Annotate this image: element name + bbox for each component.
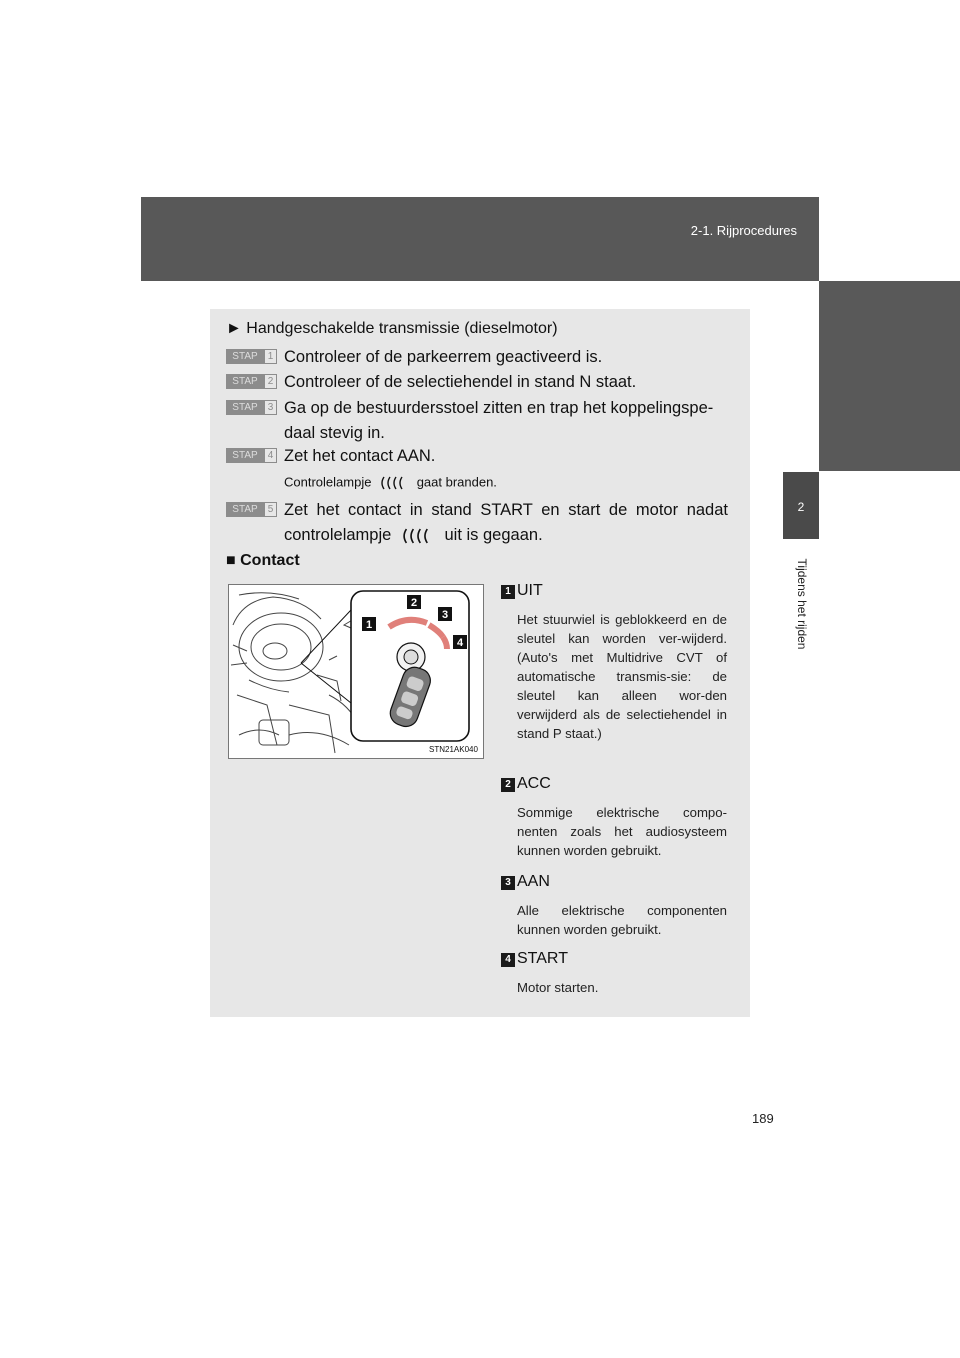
position-title: START [517,950,568,967]
step-text: Zet het contact in stand START en start de motor nadat controlelampje uit is gegaan. [284,498,728,548]
step-badge: STAP 4 [226,448,278,463]
position-label-4 [453,635,467,649]
step-text: Controleer of de parkeerrem geactiveerd is. [284,348,603,366]
glow-plug-indicator-icon [396,525,440,547]
chapter-label: Tijdens het rijden [795,558,809,650]
number-marker: 4 [501,953,515,967]
svg-text:2: 2 [410,597,418,609]
position-label-3 [438,607,452,621]
ignition-diagram [229,585,483,758]
step-badge: STAP 5 [226,502,278,517]
step-badge: STAP 2 [226,374,278,389]
position-description: Motor starten. [517,980,599,995]
position-description: Het stuurwiel is geblokkeerd en de sleutel kan worden ver-wijderd. (Auto's met Multidrive CVT of automatische transmis-sie: de sleutel kan alleen wor-den verwijderd als de selectiehendel in stand P staat.) [517,612,727,741]
svg-text:3: 3 [441,609,449,621]
contact-heading: ■ Contact [226,552,300,569]
number-marker: 3 [501,876,515,890]
number-marker: 1 [501,585,515,599]
chapter-number-tab: 2 [783,472,819,539]
step-badge: STAP 1 [226,349,278,364]
svg-text:1: 1 [365,619,373,631]
ignition-illustration [228,584,484,759]
chapter-label-tab [790,545,812,675]
transmission-heading [226,320,558,338]
position-title: ACC [517,775,551,792]
position-title: AAN [517,873,550,890]
square-bullet-icon: ■ [226,552,236,569]
position-label-1 [362,617,376,631]
triangle-bullet-icon: ► [226,320,242,337]
step-text: Ga op de bestuurdersstoel zitten en trap het koppelingspe-daal stevig in. [284,399,714,442]
number-marker: 2 [501,778,515,792]
figure-code: STN21AK040 [429,745,478,754]
position-title: UIT [517,582,543,599]
step-text: Zet het contact AAN. [284,447,436,465]
position-label-2 [407,595,421,609]
svg-text:4: 4 [456,637,464,649]
side-tab-top [819,281,960,471]
glow-plug-indicator-icon [375,474,413,492]
position-description: Alle elektrische componenten kunnen worden gebruikt. [517,903,727,937]
page-header [141,197,819,281]
step-4-note: Controlelampje gaat branden. [284,474,497,492]
step-text: Controleer of de selectiehendel in stand N staat. [284,373,637,391]
position-description: Sommige elektrische compo-nenten zoals het audiosysteem kunnen worden gebruikt. [517,805,727,858]
page-number: 189 [752,1111,774,1126]
step-badge: STAP 3 [226,400,278,415]
transmission-heading-text: Handgeschakelde transmissie (dieselmotor) [246,320,558,337]
section-title: 2-1. Rijprocedures [690,223,797,238]
